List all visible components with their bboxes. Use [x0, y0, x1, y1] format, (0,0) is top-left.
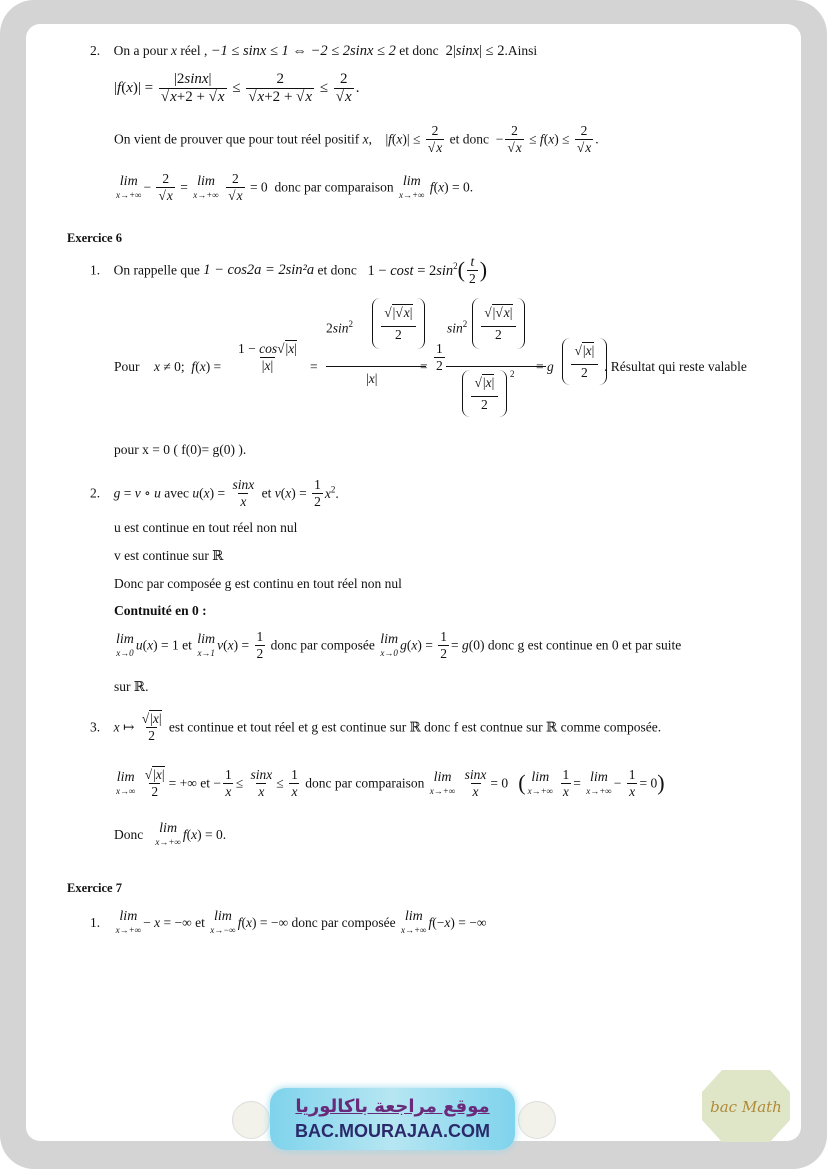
text: et: [195, 914, 205, 930]
ex6-step1-line: 1. On rappelle que 1 − cos2a = 2sin²a et donc $1 - \cos t = 2\sin^2$( $\frac{t}{2}$ ): [90, 254, 488, 286]
text: donc par composée: [291, 914, 396, 930]
ex7-step1-line: 1. lim x→+∞ − x = −∞ et lim x→−∞ f(x) = −∞ donc par composée lim x→+∞ f(−x) = −∞: [90, 909, 487, 935]
ex6-step3-line: 3. x ↦ √ $\frac{|x|}{2}$ est continue et tout réel et g est continue sur ℝ donc f est contnue sur ℝ comme composée.: [90, 712, 661, 742]
ex6-step2-sur: sur ℝ.: [114, 679, 149, 694]
ex6-step2-limits: lim x→0 u(x) = 1 et lim x→1 v(x) = $\frac{1}{2}$ donc par composée lim x→0 g(x) = $\frac{1}{2}$ = g(0) donc g est continue en 0 et par suite: [116, 629, 682, 661]
text: et donc: [399, 43, 439, 58]
ex5-line-1: 2. On a pour x réel , −1 ≤ sinx ≤ 1 ⇔ −2 ≤ 2sinx ≤ 2 et donc 2|sinx| ≤ 2.Ainsi: [90, 43, 538, 59]
text: donc par composée: [270, 637, 375, 653]
text: et: [182, 637, 192, 653]
ex6-step2-l1: u est continue en tout réel non nul: [114, 520, 298, 535]
item-number: 3.: [90, 719, 101, 735]
text: . Résultat qui reste valable: [604, 359, 747, 374]
text: et donc: [317, 262, 357, 278]
text: et: [261, 485, 272, 501]
text: On rappelle que: [113, 262, 200, 278]
math-inequality: −1 ≤ sinx ≤ 1 ⇔ −2 ≤ 2sinx ≤ 2: [210, 43, 396, 59]
text: Pour: [114, 359, 140, 374]
left-badge-icon: [232, 1101, 270, 1139]
item-number: 2.: [90, 485, 101, 501]
text: donc par comparaison: [305, 775, 425, 791]
text: donc par comparaison: [274, 179, 394, 195]
site-banner[interactable]: [270, 1088, 515, 1150]
exercise-6-title: Exercice 6: [67, 231, 122, 245]
text: est continue et tout réel et g est continue sur ℝ donc f est contnue sur ℝ comme composée.: [168, 719, 662, 735]
exercise-7-title: Exercice 7: [67, 881, 122, 895]
text: .Ainsi: [504, 43, 538, 58]
item-number: 2.: [90, 43, 101, 58]
ex5-line-2: |f(x)| = |2sinx| √ x+2 + √ x ≤ 2 √ x+2 + √ x ≤ 2 √ x .: [114, 72, 359, 105]
site-arabic-name: موقع مراجعة باكالوريا: [295, 1096, 490, 1117]
ex5-line-3: On vient de prouver que pour tout réel positif x, |f(x)| ≤ 2 √ x et donc − 2 √ x ≤ f(x) ≤ 2 √ x .: [114, 124, 599, 154]
text: On vient de prouver que pour tout réel positif: [114, 131, 360, 147]
ex6-step2-l3: Donc par composée g est continu en tout réel non nul: [114, 576, 402, 591]
item-number: 1.: [90, 914, 101, 930]
ex6-step2-l2: v est continue sur ℝ: [114, 548, 224, 563]
ex6-step3-limits: lim x→∞ √ $\frac{|x|}{2}$ = +∞ et − $\frac{1}{x}$ ≤ $\frac{\sin x}{x}$ ≤ $\frac{1}{x}$ donc par comparaison lim x→+∞ $\frac{\sin x}{x}$ = 0 ( lim x→+∞ $\frac{1}{x}$ = lim x→+∞ − $\frac{1}{x}$ = 0): [114, 768, 665, 798]
bac-math-logo-icon: [700, 1068, 792, 1144]
text: Donc: [114, 826, 144, 842]
item-number: 1.: [90, 262, 101, 278]
text: On a pour: [113, 43, 168, 58]
text: donc g est continue en 0 et par suite: [487, 637, 682, 653]
text: avec: [164, 485, 189, 501]
ex6-step3-donc: Donc lim x→+∞ f(x) = 0.: [114, 821, 227, 847]
site-url[interactable]: BAC.MOURAJAA.COM: [295, 1121, 490, 1141]
text: réel ,: [180, 43, 208, 58]
ex6-step1-cont: pour x = 0 ( f(0)= g(0) ).: [114, 442, 247, 457]
ex5-line-4: lim x→+∞ − 2 √ x = lim x→+∞ 2 √ x = 0 donc par comparaison lim x→+∞ f(x) = 0.: [114, 172, 473, 202]
math-identity: 1 − cos2a = 2sin²a: [203, 261, 315, 278]
ex6-step2-line: 2. g = v ∘ u avec u(x) = $\frac{\sin x}{x}$ et v(x) = $\frac{1}{2}$ $x^2$.: [90, 477, 339, 509]
text: et: [200, 775, 210, 791]
logo-text: bac Math: [710, 1098, 782, 1116]
continuity-heading: Contnuité en 0 :: [114, 603, 207, 618]
text: et donc: [449, 131, 489, 147]
right-badge-icon: [518, 1101, 556, 1139]
